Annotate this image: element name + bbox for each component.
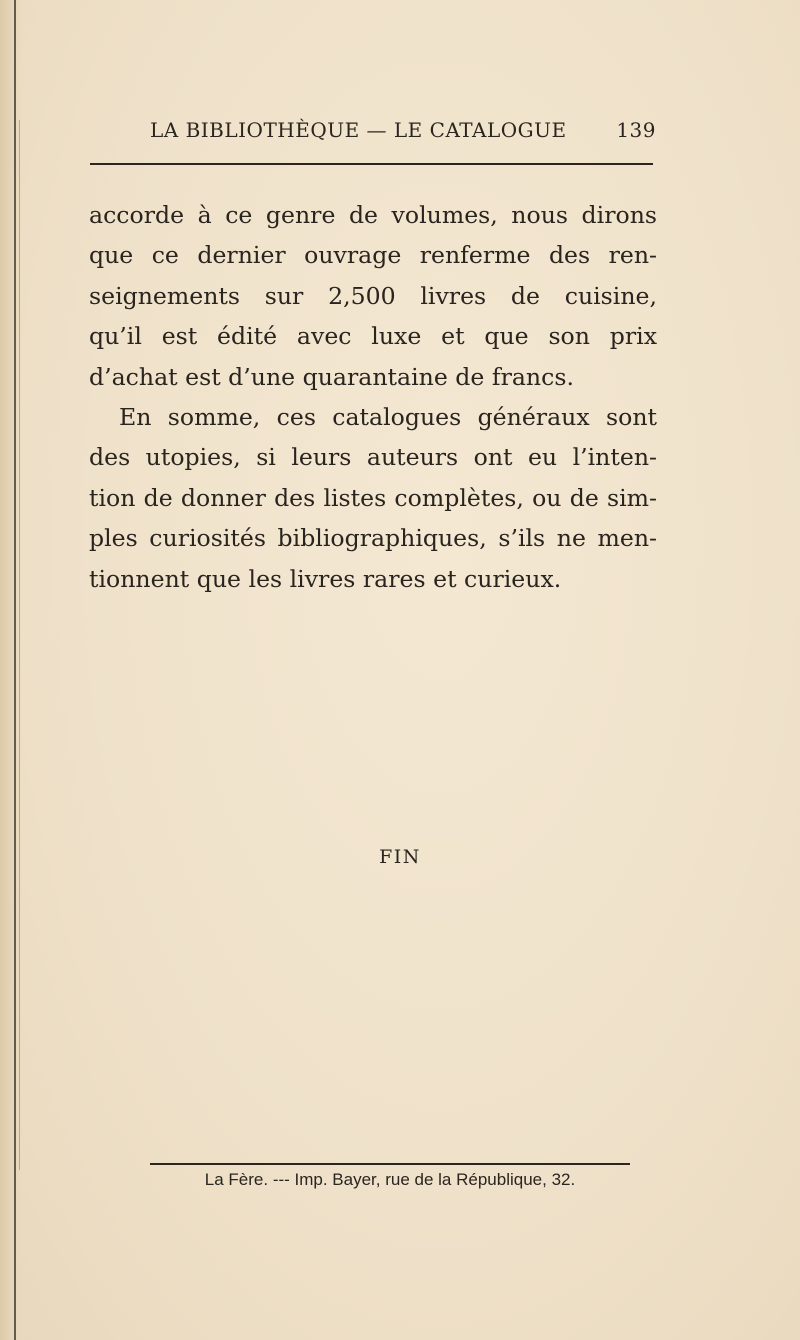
header-rule xyxy=(90,163,653,165)
end-mark: FIN xyxy=(379,846,421,868)
running-title: LA BIBLIOTHÈQUE — LE CATALOGUE xyxy=(150,118,567,142)
running-head xyxy=(90,118,656,148)
page-number: 139 xyxy=(616,118,656,142)
text-line: tionnent que les livres rares et curieux. xyxy=(89,564,562,593)
text-line: seignements sur 2,500 livres de cuisine, xyxy=(89,281,657,310)
text-line: que ce dernier ouvrage renferme des ren- xyxy=(89,241,657,270)
text-line: d’achat est d’une quarantaine de francs. xyxy=(89,362,574,391)
text-line: En somme, ces catalogues généraux sont xyxy=(119,402,657,431)
page-binding-shadow xyxy=(19,120,20,1170)
imprint-rule xyxy=(150,1163,630,1165)
text-line: tion de donner des listes complètes, ou de sim- xyxy=(89,483,657,512)
text-line: qu’il est édité avec luxe et que son prix xyxy=(89,322,657,351)
text-line: accorde à ce genre de volumes, nous dirons xyxy=(89,201,657,229)
body-text xyxy=(89,195,657,599)
printer-imprint: La Fère. --- Imp. Bayer, rue de la République, 32. xyxy=(204,1170,576,1189)
page-binding-line xyxy=(14,0,16,1340)
text-line: des utopies, si leurs auteurs ont eu l’inten- xyxy=(89,443,657,472)
text-line: ples curiosités bibliographiques, s’ils ne men- xyxy=(89,524,657,553)
